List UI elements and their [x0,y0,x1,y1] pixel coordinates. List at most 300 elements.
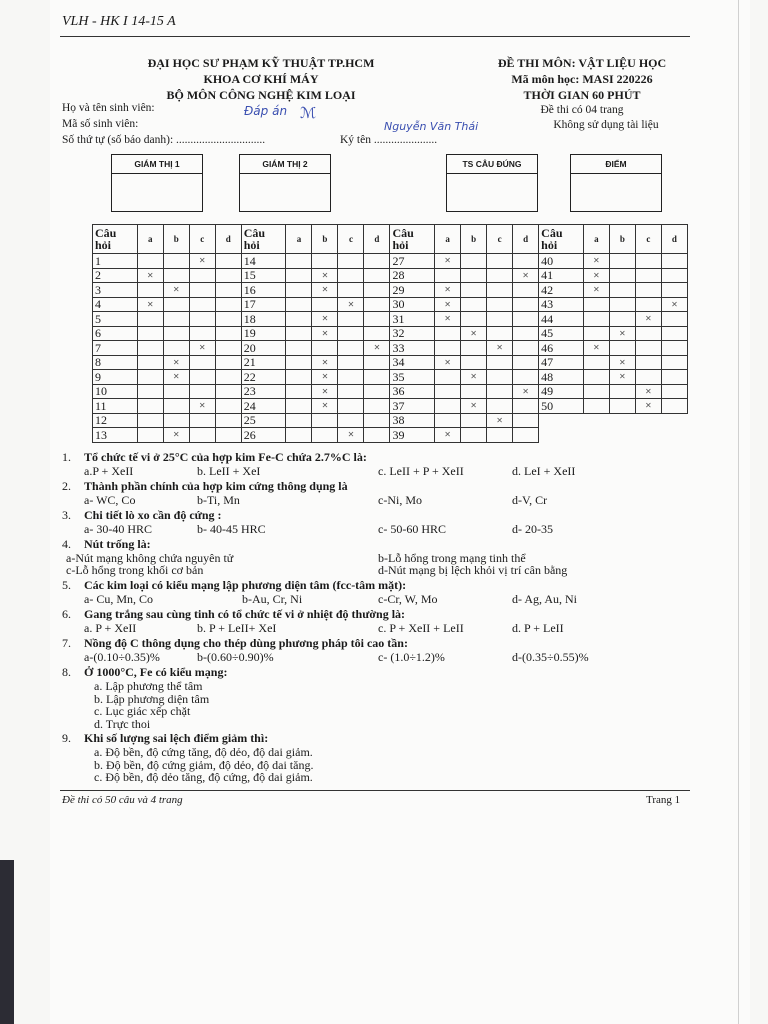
answer-cell-d[interactable] [364,413,390,428]
question-6-option: a. P + XeII [84,621,137,635]
table-header-question: Câu hỏi [390,225,435,254]
proctor-2-title: GIÁM THỊ 2 [240,155,330,174]
answer-cell-d[interactable] [215,384,241,399]
answer-cell-d[interactable] [215,326,241,341]
answer-cell-b[interactable] [312,399,338,414]
answer-cell-d[interactable] [661,312,687,327]
answer-cell-a[interactable] [583,399,609,414]
answer-cell-a[interactable] [286,312,312,327]
empty-cell [539,428,688,443]
answer-cell-c[interactable] [487,268,513,283]
answer-mark-icon: ✕ [321,270,329,280]
question-number: 35 [390,370,435,385]
answer-cell-c[interactable] [635,399,661,414]
table-header-option: c [189,225,215,254]
table-row [93,384,688,399]
answer-cell-a[interactable] [286,355,312,370]
answer-cell-a[interactable] [137,341,163,356]
question-text-9: Khi số lượng sai lệch điểm giảm thì: [84,731,269,745]
answer-cell-a[interactable] [286,370,312,385]
answer-cell-b[interactable] [461,355,487,370]
answer-mark-icon: ✕ [321,357,329,367]
table-header-option: b [163,225,189,254]
answer-cell-a[interactable] [137,312,163,327]
question-1-option: a.P + XeII [84,464,134,478]
answer-mark-icon: ✕ [470,372,477,382]
answer-cell-c[interactable] [635,341,661,356]
answer-cell-a[interactable] [435,283,461,298]
table-row [93,428,688,443]
header-rule [60,36,690,37]
answer-cell-a[interactable] [583,283,609,298]
answer-cell-b[interactable] [609,326,635,341]
answer-mark-icon: ✕ [496,415,503,425]
answer-cell-b[interactable] [163,297,189,312]
question-3-option: c- 50-60 HRC [378,522,446,536]
answer-cell-a[interactable] [137,326,163,341]
answer-cell-b[interactable] [461,399,487,414]
answer-cell-b[interactable] [163,268,189,283]
answer-cell-c[interactable] [487,312,513,327]
answer-cell-c[interactable] [487,413,513,428]
answer-cell-d[interactable] [364,297,390,312]
answer-mark-icon: ✕ [522,386,529,396]
answer-cell-d[interactable] [215,399,241,414]
answer-cell-a[interactable] [137,283,163,298]
answer-cell-c[interactable] [338,254,364,269]
question-2-option: a- WC, Co [84,493,136,507]
answer-cell-b[interactable] [312,384,338,399]
question-number: 3 [93,283,138,298]
answer-cell-d[interactable] [364,341,390,356]
answer-cell-b[interactable] [609,355,635,370]
answer-cell-d[interactable] [513,341,539,356]
answer-cell-b[interactable] [461,413,487,428]
answer-cell-d[interactable] [215,428,241,443]
answer-cell-b[interactable] [163,312,189,327]
answer-cell-b[interactable] [609,254,635,269]
question-number: 40 [539,254,584,269]
question-text-5: Các kim loại có kiểu mạng lập phương diện tâm (fcc-tâm mặt): [84,578,407,592]
answer-cell-c[interactable] [338,268,364,283]
question-number: 22 [241,370,286,385]
answer-cell-b[interactable] [312,326,338,341]
question-text-4: Nút trống là: [84,537,151,551]
answer-cell-d[interactable] [364,312,390,327]
answer-cell-d[interactable] [364,384,390,399]
question-4-option: c-Lỗ hổng trong khối cơ bản [66,563,204,577]
question-number: 33 [390,341,435,356]
question-number: 44 [539,312,584,327]
answer-mark-icon: ✕ [373,343,381,353]
table-header-question: Câu hỏi [539,225,584,254]
question-number: 50 [539,399,584,414]
answer-cell-c[interactable] [635,283,661,298]
answer-mark-icon: ✕ [198,343,206,353]
table-row [93,355,688,370]
question-number: 49 [539,384,584,399]
answer-cell-b[interactable] [312,428,338,443]
answer-cell-a[interactable] [435,297,461,312]
answer-cell-c[interactable] [487,384,513,399]
answer-mark-icon: ✕ [444,430,451,440]
answer-cell-c[interactable] [189,428,215,443]
answer-cell-d[interactable] [661,297,687,312]
answer-cell-c[interactable] [487,254,513,269]
question-text-3: Chi tiết lò xo cần độ cứng : [84,508,222,522]
answer-cell-c[interactable] [487,297,513,312]
answer-cell-a[interactable] [435,413,461,428]
answer-cell-d[interactable] [364,326,390,341]
answer-cell-b[interactable] [312,254,338,269]
answer-cell-b[interactable] [461,254,487,269]
answer-cell-b[interactable] [163,254,189,269]
question-number-2: 2. [62,479,71,493]
question-number: 18 [241,312,286,327]
answer-cell-a[interactable] [583,341,609,356]
question-9-option: c. Độ bền, độ dẻo tăng, độ cứng, độ dai giảm. [94,770,313,784]
answer-cell-a[interactable] [137,413,163,428]
answer-cell-d[interactable] [661,370,687,385]
answer-cell-b[interactable] [609,283,635,298]
answer-cell-d[interactable] [215,283,241,298]
answer-cell-a[interactable] [583,268,609,283]
answer-cell-d[interactable] [513,326,539,341]
answer-cell-a[interactable] [435,341,461,356]
question-number: 4 [93,297,138,312]
answer-cell-c[interactable] [189,312,215,327]
question-text-7: Nồng độ C thông dụng cho thép dùng phương pháp tôi cao tần: [84,636,408,650]
answer-cell-a[interactable] [286,283,312,298]
answer-cell-b[interactable] [163,370,189,385]
answer-cell-d[interactable] [513,384,539,399]
answer-cell-b[interactable] [312,268,338,283]
answer-cell-d[interactable] [215,355,241,370]
answer-cell-d[interactable] [215,312,241,327]
question-number-4: 4. [62,537,71,551]
answer-table [92,224,688,443]
answer-cell-a[interactable] [137,355,163,370]
answer-cell-c[interactable] [338,384,364,399]
answer-cell-c[interactable] [189,297,215,312]
answer-cell-d[interactable] [661,384,687,399]
answer-cell-d[interactable] [661,326,687,341]
answer-cell-b[interactable] [163,341,189,356]
answer-cell-b[interactable] [312,370,338,385]
answer-mark-icon: ✕ [619,372,626,382]
answer-cell-d[interactable] [513,312,539,327]
answer-cell-a[interactable] [137,428,163,443]
answer-cell-d[interactable] [215,268,241,283]
answer-cell-d[interactable] [364,355,390,370]
answer-cell-c[interactable] [635,268,661,283]
answer-cell-a[interactable] [286,428,312,443]
score-title: ĐIỂM [571,155,661,174]
handwritten-answer-key: Đáp án [244,104,288,118]
question-number: 41 [539,268,584,283]
answer-cell-b[interactable] [609,399,635,414]
answer-cell-c[interactable] [189,399,215,414]
answer-cell-b[interactable] [312,283,338,298]
answer-cell-b[interactable] [609,384,635,399]
answer-mark-icon: ✕ [444,314,451,324]
proctor-2-box [239,154,331,212]
page-number: Trang 1 [646,794,681,806]
answer-cell-b[interactable] [609,297,635,312]
answer-cell-a[interactable] [137,297,163,312]
answer-cell-b[interactable] [461,428,487,443]
answer-cell-a[interactable] [435,370,461,385]
answer-cell-b[interactable] [461,326,487,341]
answer-cell-c[interactable] [338,326,364,341]
question-number: 24 [241,399,286,414]
answer-cell-a[interactable] [137,370,163,385]
answer-mark-icon: ✕ [470,328,477,338]
answer-cell-c[interactable] [338,341,364,356]
answer-cell-c[interactable] [189,355,215,370]
answer-cell-a[interactable] [286,297,312,312]
answer-cell-c[interactable] [487,370,513,385]
answer-cell-d[interactable] [513,413,539,428]
table-header-option: b [461,225,487,254]
answer-cell-c[interactable] [189,370,215,385]
question-2-option: d-V, Cr [512,493,548,507]
answer-cell-a[interactable] [435,326,461,341]
answer-mark-icon: ✕ [444,285,451,295]
answer-mark-icon: ✕ [321,386,329,396]
answer-cell-b[interactable] [461,384,487,399]
answer-cell-a[interactable] [583,326,609,341]
answer-cell-a[interactable] [583,297,609,312]
answer-cell-c[interactable] [635,297,661,312]
answer-cell-a[interactable] [286,413,312,428]
answer-cell-c[interactable] [189,413,215,428]
answer-cell-a[interactable] [137,254,163,269]
correct-count-title: TS CÂU ĐÚNG [447,155,537,174]
answer-mark-icon: ✕ [645,401,652,411]
question-7-option: c- (1.0÷1.2)% [378,650,445,664]
answer-cell-d[interactable] [661,268,687,283]
answer-cell-a[interactable] [286,384,312,399]
answer-mark-icon: ✕ [172,372,180,382]
university-name: ĐẠI HỌC SƯ PHẠM KỸ THUẬT TP.HCM [147,56,375,70]
answer-cell-d[interactable] [661,355,687,370]
answer-cell-b[interactable] [461,341,487,356]
answer-mark-icon: ✕ [347,430,355,440]
answer-cell-b[interactable] [609,341,635,356]
answer-cell-c[interactable] [635,370,661,385]
answer-cell-d[interactable] [215,370,241,385]
answer-cell-c[interactable] [487,399,513,414]
answer-cell-c[interactable] [189,326,215,341]
answer-cell-a[interactable] [137,268,163,283]
answer-cell-b[interactable] [312,312,338,327]
answer-cell-d[interactable] [513,283,539,298]
answer-cell-b[interactable] [312,341,338,356]
answer-cell-a[interactable] [583,355,609,370]
answer-cell-a[interactable] [435,254,461,269]
answer-cell-c[interactable] [338,370,364,385]
answer-cell-a[interactable] [286,341,312,356]
answer-cell-b[interactable] [461,370,487,385]
answer-cell-c[interactable] [189,268,215,283]
answer-cell-c[interactable] [487,283,513,298]
answer-mark-icon: ✕ [470,401,477,411]
question-number: 5 [93,312,138,327]
answer-cell-c[interactable] [487,428,513,443]
answer-cell-d[interactable] [364,268,390,283]
answer-cell-b[interactable] [163,283,189,298]
answer-cell-a[interactable] [583,312,609,327]
answer-cell-b[interactable] [609,370,635,385]
question-6-option: b. P + LeII+ XeI [197,621,277,635]
answer-cell-c[interactable] [338,399,364,414]
answer-cell-a[interactable] [137,384,163,399]
answer-cell-c[interactable] [338,355,364,370]
answer-cell-a[interactable] [583,384,609,399]
answer-cell-a[interactable] [435,355,461,370]
table-header-question: Câu hỏi [93,225,138,254]
answer-cell-b[interactable] [312,297,338,312]
answer-cell-b[interactable] [461,312,487,327]
question-number: 28 [390,268,435,283]
question-number-7: 7. [62,636,71,650]
question-number: 13 [93,428,138,443]
answer-cell-b[interactable] [163,326,189,341]
answer-mark-icon: ✕ [645,314,652,324]
answer-cell-a[interactable] [583,254,609,269]
answer-cell-c[interactable] [338,413,364,428]
question-5-option: a- Cu, Mn, Co [84,592,153,606]
answer-cell-d[interactable] [364,399,390,414]
answer-cell-c[interactable] [635,355,661,370]
answer-cell-c[interactable] [487,355,513,370]
question-9-option: a. Độ bền, độ cứng tăng, độ dẻo, độ dai giảm. [94,745,313,759]
answer-cell-c[interactable] [338,428,364,443]
answer-cell-c[interactable] [189,341,215,356]
table-row [93,283,688,298]
answer-cell-a[interactable] [435,428,461,443]
table-header-option: d [661,225,687,254]
answer-cell-b[interactable] [609,268,635,283]
answer-cell-d[interactable] [513,399,539,414]
question-8-option: a. Lập phương thể tâm [94,679,203,693]
answer-cell-c[interactable] [189,384,215,399]
answer-cell-b[interactable] [163,413,189,428]
answer-cell-d[interactable] [364,370,390,385]
answer-cell-d[interactable] [661,283,687,298]
answer-cell-a[interactable] [137,399,163,414]
question-9-option: b. Độ bền, độ cứng giảm, độ dẻo, độ dai tăng. [94,757,314,772]
answer-cell-b[interactable] [312,413,338,428]
answer-cell-b[interactable] [609,312,635,327]
answer-cell-b[interactable] [163,399,189,414]
question-number: 9 [93,370,138,385]
answer-cell-b[interactable] [163,355,189,370]
question-5-option: b-Au, Cr, Ni [242,592,303,606]
answer-cell-c[interactable] [338,283,364,298]
question-number: 10 [93,384,138,399]
answer-cell-c[interactable] [338,297,364,312]
answer-cell-d[interactable] [513,268,539,283]
answer-cell-d[interactable] [215,297,241,312]
answer-cell-d[interactable] [661,254,687,269]
answer-cell-c[interactable] [635,326,661,341]
answer-cell-a[interactable] [286,254,312,269]
answer-mark-icon: ✕ [593,343,600,353]
answer-cell-d[interactable] [215,254,241,269]
question-8-option: b. Lập phương diện tâm [94,691,210,706]
answer-mark-icon: ✕ [321,401,329,411]
answer-cell-b[interactable] [312,355,338,370]
answer-cell-d[interactable] [364,283,390,298]
answer-cell-d[interactable] [513,254,539,269]
answer-cell-d[interactable] [661,399,687,414]
answer-cell-d[interactable] [513,297,539,312]
answer-cell-d[interactable] [215,341,241,356]
score-box [570,154,662,212]
question-number: 48 [539,370,584,385]
answer-cell-d[interactable] [364,428,390,443]
answer-cell-a[interactable] [583,370,609,385]
question-number: 17 [241,297,286,312]
answer-cell-c[interactable] [635,312,661,327]
answer-cell-d[interactable] [513,370,539,385]
answer-cell-a[interactable] [435,384,461,399]
question-number-8: 8. [62,665,71,679]
answer-cell-c[interactable] [635,384,661,399]
question-7-option: a-(0.10÷0.35)% [84,650,160,664]
answer-cell-a[interactable] [435,399,461,414]
answer-cell-c[interactable] [635,254,661,269]
question-number: 23 [241,384,286,399]
answer-cell-c[interactable] [487,341,513,356]
answer-cell-d[interactable] [513,428,539,443]
answer-cell-d[interactable] [215,413,241,428]
answer-cell-a[interactable] [286,268,312,283]
answer-cell-c[interactable] [487,326,513,341]
question-number: 29 [390,283,435,298]
answer-cell-c[interactable] [338,312,364,327]
answer-mark-icon: ✕ [593,270,600,280]
answer-mark-icon: ✕ [444,357,451,367]
answer-mark-icon: ✕ [645,386,652,396]
question-number: 8 [93,355,138,370]
answer-cell-d[interactable] [364,254,390,269]
answer-cell-a[interactable] [286,326,312,341]
answer-cell-b[interactable] [461,283,487,298]
answer-cell-b[interactable] [163,428,189,443]
answer-cell-a[interactable] [286,399,312,414]
student-name-label: Họ và tên sinh viên: [62,102,155,114]
answer-cell-b[interactable] [461,297,487,312]
course-code: Mã môn học: MASI 220226 [511,72,653,86]
table-row [93,268,688,283]
answer-cell-d[interactable] [661,341,687,356]
answer-cell-a[interactable] [435,312,461,327]
answer-cell-b[interactable] [461,268,487,283]
answer-cell-d[interactable] [513,355,539,370]
answer-cell-c[interactable] [189,254,215,269]
table-header-option: a [286,225,312,254]
answer-cell-b[interactable] [163,384,189,399]
answer-cell-a[interactable] [435,268,461,283]
exam-pages: Đề thi có 04 trang [540,104,624,116]
question-2-option: b-Ti, Mn [197,493,240,507]
question-text-1: Tổ chức tế vi ở 25°C của hợp kim Fe-C chứa 2.7%C là: [84,450,367,464]
correct-count-box [446,154,538,212]
answer-cell-c[interactable] [189,283,215,298]
